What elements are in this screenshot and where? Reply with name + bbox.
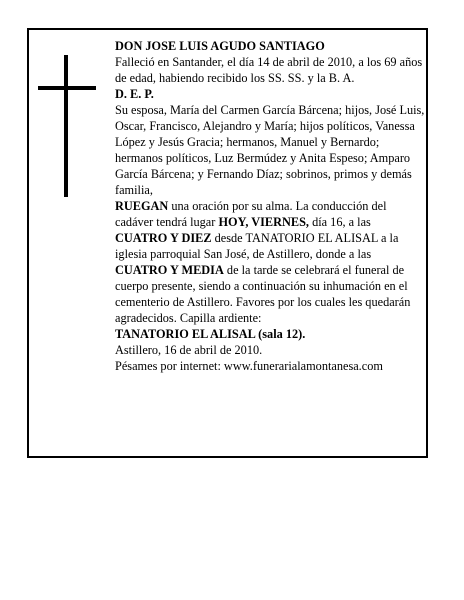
cross-icon (64, 55, 68, 197)
ruegan-label: RUEGAN (115, 199, 169, 213)
place-date: Astillero, 16 de abril de 2010. (115, 343, 263, 357)
cuatro-media: CUATRO Y MEDIA (115, 263, 224, 277)
cuatro-diez: CUATRO Y DIEZ (115, 231, 212, 245)
deceased-name: DON JOSE LUIS AGUDO SANTIAGO (115, 39, 325, 53)
prayer-text: una oración por su alma. La conducción del cadáver tendrá lugar (115, 199, 387, 229)
obituary-text (115, 38, 425, 374)
family-list: Su esposa, María del Carmen García Bárcena; hijos, José Luis, Oscar, Francisco, Alejandro y María; hijos políticos, Vanessa López y Jesús Gracia; hermanos, Manuel y Bernardo; hermanos políticos, Luz Bermúdez y Anita Espeso; Amparo García Bárcena; y Fernando Díaz; sobrinos, primos y demás familia, (115, 103, 425, 197)
capilla-ardiente: TANATORIO EL ALISAL (sala 12). (115, 327, 306, 341)
pesames-line: Pésames por internet: www.funerarialamontanesa.com (115, 359, 383, 373)
death-info: Falleció en Santander, el día 14 de abril de 2010, a los 69 años de edad, habiendo recibido los SS. SS. y la B. A. (115, 55, 423, 85)
route-text: desde TANATORIO EL ALISAL a la iglesia parroquial San José, de Astillero, donde a las (115, 231, 399, 261)
funeral-text: de la tarde se celebrará el funeral de cuerpo presente, siendo a continuación su inhumación en el cementerio de Astillero. Favores por los cuales les quedarán agradecidos. Capilla ardiente: (115, 263, 411, 325)
hoy-viernes: HOY, VIERNES, (218, 215, 309, 229)
cross-icon-bar (38, 86, 96, 90)
dep-label: D. E. P. (115, 87, 154, 101)
ceremony-info (115, 198, 425, 326)
day-text: día 16, a las (309, 215, 371, 229)
